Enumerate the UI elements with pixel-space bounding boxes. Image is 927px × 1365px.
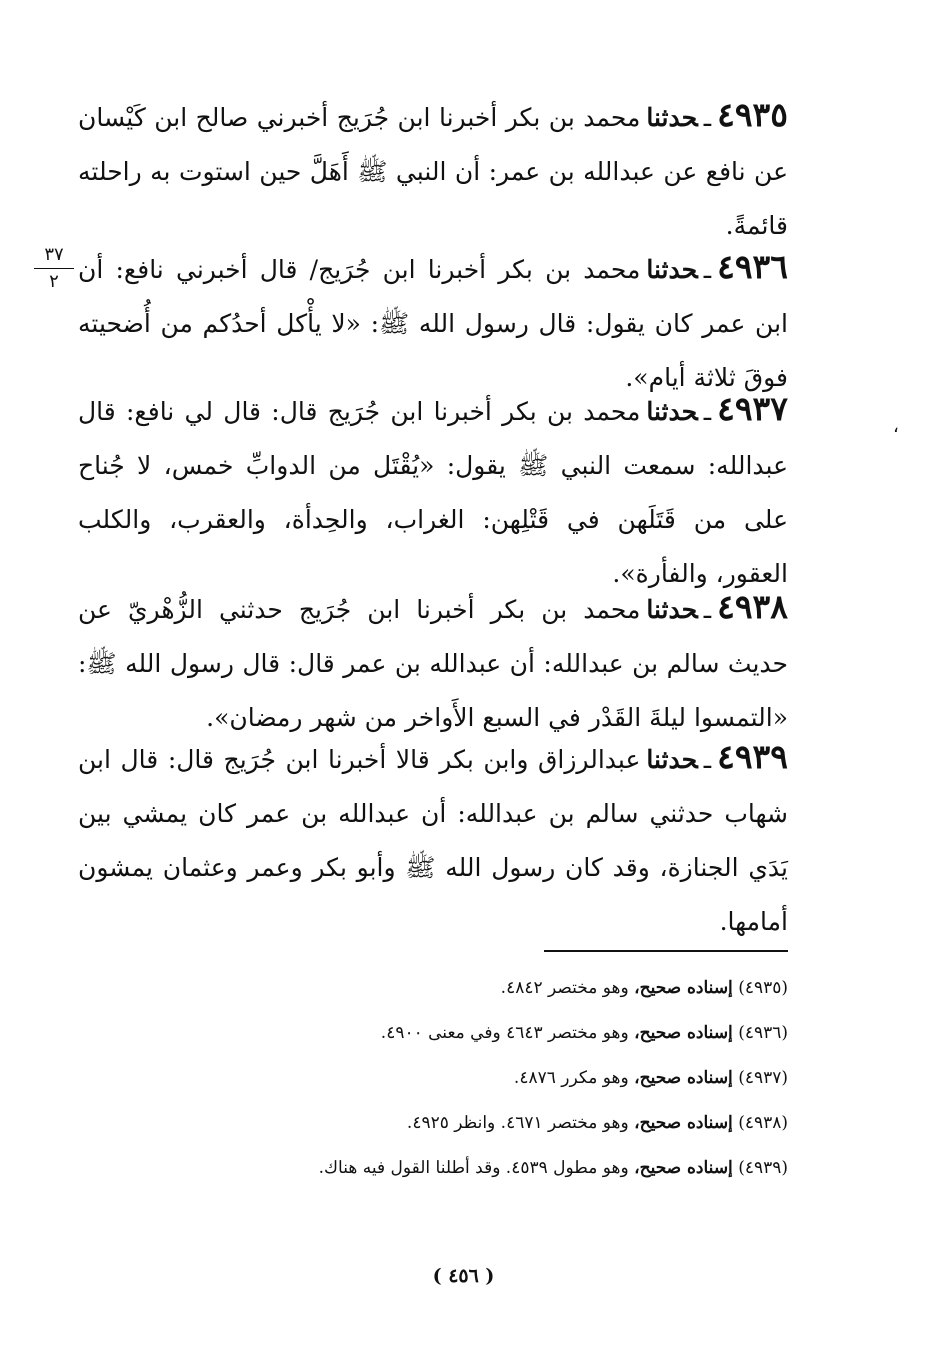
footnote-ref: (٤٩٣٨) [738, 1113, 788, 1133]
haddathana-word: حدثنا [646, 397, 698, 426]
footnote-grade: إسناده صحيح، [634, 1158, 733, 1178]
haddathana-word: حدثنا [646, 595, 698, 624]
hadith-number: ٤٩٣٥ [717, 95, 788, 134]
haddathana-word: حدثنا [646, 255, 698, 284]
footnote [150, 1146, 788, 1191]
haddathana-word: حدثنا [646, 745, 698, 774]
footnote-ref: (٤٩٣٩) [738, 1158, 788, 1178]
footnote-text: وهو مختصر ٤٦٤٣ وفي معنى ٤٩٠٠. [380, 1023, 629, 1043]
footnote-grade: إسناده صحيح، [634, 1068, 733, 1088]
footnote-text: وهو مختصر ٤٦٧١. وانظر ٤٩٢٥. [406, 1113, 629, 1133]
hadith-paragraph [78, 88, 788, 253]
footnote-grade: إسناده صحيح، [634, 978, 733, 998]
hadith-text: محمد بن بكر أخبرنا ابن جُرَيج أخبرني صالح ابن كَيْسان عن نافع عن عبدالله بن عمر: أن النبي ﷺ أَهَلَّ حين استوت به راحلته قائمةً. [78, 103, 788, 240]
hadith-number: ٤٩٣٧ [717, 389, 788, 428]
hadith-number: ٤٩٣٨ [717, 587, 788, 626]
hadith-text: محمد بن بكر أخبرنا ابن جُرَيج قال: قال لي نافع: قال عبدالله: سمعت النبي ﷺ يقول: «يُقْتَل من الدوابِّ خمس، لا جُناح على من قَتَلَهن في قَتْلِهن: الغراب، والحِدأة، والعقرب، والكلب العقور، والفأرة». [78, 397, 788, 588]
footnote-text: وهو مكرر ٤٨٧٦. [513, 1068, 629, 1088]
hadith-dash: ـ [703, 595, 712, 624]
stray-mark: ، [893, 416, 899, 437]
hadith-dash: ـ [703, 255, 712, 284]
haddathana-word: حدثنا [646, 103, 698, 132]
margin-note [34, 244, 74, 293]
hadith-4938 [78, 580, 788, 745]
margin-note-top: ٣٧ [34, 244, 74, 269]
hadith-paragraph [78, 382, 788, 601]
footnote [150, 1011, 788, 1056]
footnote [150, 966, 788, 1011]
footnote [150, 1101, 788, 1146]
footnote-ref: (٤٩٣٥) [738, 978, 788, 998]
footnote-grade: إسناده صحيح، [634, 1113, 733, 1133]
hadith-4935 [78, 88, 788, 253]
footnote-ref: (٤٩٣٦) [738, 1023, 788, 1043]
hadith-paragraph [78, 580, 788, 745]
footnote-text: وهو مطول ٤٥٣٩. وقد أطلنا القول فيه هناك. [318, 1158, 629, 1178]
hadith-dash: ـ [703, 103, 712, 132]
hadith-dash: ـ [703, 397, 712, 426]
hadith-text: عبدالرزاق وابن بكر قالا أخبرنا ابن جُرَيج قال: قال ابن شهاب حدثني سالم بن عبدالله: أن عبدالله بن عمر كان يمشي بين يَدَي الجنازة، وقد كان رسول الله ﷺ وأبو بكر وعمر وعثمان يمشون أمامها. [78, 745, 788, 936]
footnote [150, 1056, 788, 1101]
footnote-ref: (٤٩٣٧) [738, 1068, 788, 1088]
margin-note-bottom: ٢ [49, 271, 59, 292]
hadith-4937 [78, 382, 788, 601]
hadith-4939 [78, 730, 788, 949]
hadith-paragraph [78, 240, 788, 405]
footnotes [150, 966, 788, 1191]
hadith-text: محمد بن بكر أخبرنا ابن جُرَيج/ قال أخبرني نافع: أن ابن عمر كان يقول: قال رسول الله ﷺ: «لا يأْكل أحدُكم من أُضحيته فوقَ ثلاثة أيام». [78, 255, 788, 392]
hadith-number: ٤٩٣٩ [717, 737, 788, 776]
hadith-number: ٤٩٣٦ [717, 247, 788, 286]
footnote-divider [544, 950, 788, 952]
page-number: ( ٤٥٦ ) [432, 1265, 495, 1287]
footnote-grade: إسناده صحيح، [634, 1023, 733, 1043]
hadith-dash: ـ [703, 745, 712, 774]
footnote-text: وهو مختصر ٤٨٤٢. [500, 978, 629, 998]
hadith-4936 [78, 240, 788, 405]
hadith-paragraph [78, 730, 788, 949]
hadith-text: محمد بن بكر أخبرنا ابن جُرَيج حدثني الزُّهْريّ عن حديث سالم بن عبدالله: أن عبدالله بن عمر قال: قال رسول الله ﷺ: «التمسوا ليلةَ القَدْر في السبع الأَواخر من شهر رمضان». [78, 595, 788, 732]
